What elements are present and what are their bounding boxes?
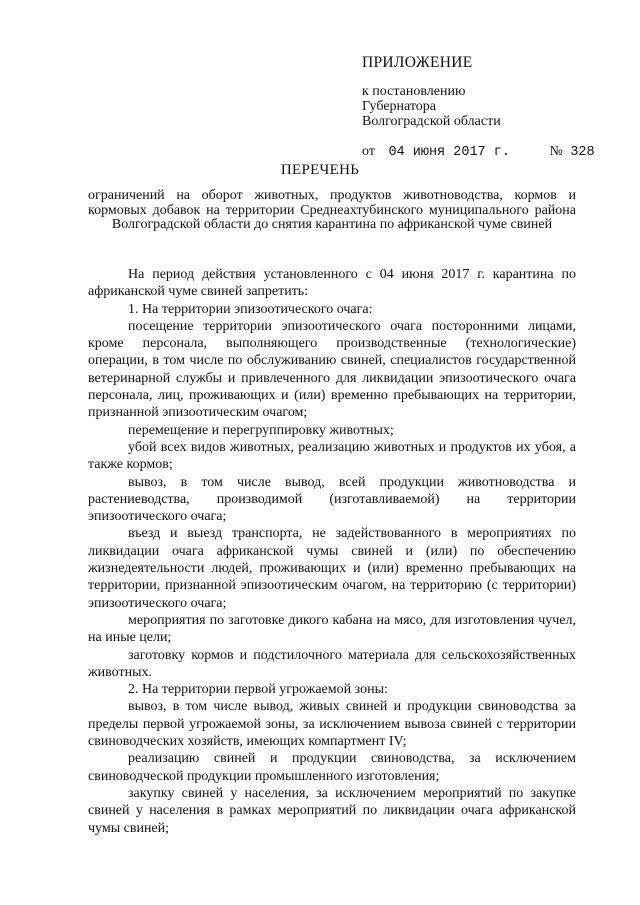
decree-date: 04 июня 2017 г. <box>388 145 510 160</box>
paragraph: убой всех видов животных, реализацию животных и продуктов их убоя, а также кормов; <box>88 439 576 473</box>
decree-line <box>362 144 622 161</box>
paragraph: вывоз, в том числе вывод, всей продукции животноводства и растениеводства, производимой (изготавливаемой) на территории эпизоотического очага; <box>88 474 576 525</box>
decree-from-label: от <box>362 144 375 159</box>
paragraph: реализацию свиней и продукции свиноводства, за исключением свиноводческой продукции промышленного изготовления; <box>88 751 576 784</box>
paragraph: заготовку кормов и подстилочного материала для сельскохозяйственных животных. <box>88 647 576 680</box>
paragraph: въезд и выезд транспорта, не задействованного в мероприятиях по ликвидации очага африканской чумы свиней и (или) по обеспечению жизнедеятельности людей, проживающих и (или) временно пребывающих на территории, признанной эпизоотическим очагом, на территорию (с территории) эпизоотического очага; <box>88 526 576 611</box>
appendix-line-2: Губернатора <box>362 99 437 114</box>
decree-number: 328 <box>570 145 595 160</box>
paragraph: вывоз, в том числе вывод, живых свиней и продукции свиноводства за пределы первой угрожаемой зоны, за исключением вывоза свиней с территории свиноводческих хозяйств, имеющих компартмент IV; <box>88 699 576 750</box>
appendix-header <box>362 54 622 161</box>
document-title: ПЕРЕЧЕНЬ <box>280 162 360 178</box>
appendix-title: ПРИЛОЖЕНИЕ <box>362 54 473 71</box>
paragraph: На период действия установленного с 04 июня 2017 г. карантина по африканской чуме свиней запретить: <box>88 267 576 300</box>
paragraph: 1. На территории эпизоотического очага: <box>128 301 373 317</box>
appendix-line-1: к постановлению <box>362 84 466 99</box>
document-subtitle: ограничений на оборот животных, продуктов животноводства, кормов и кормовых добавок на территории Среднеахтубинского муниципального района Волгоградской области до снятия карантина по африканской чуме свиней <box>88 188 576 232</box>
decree-number-sign: № <box>549 144 563 159</box>
appendix-line-3: Волгоградской области <box>362 114 501 129</box>
paragraph: перемещение и перегруппировку животных; <box>128 422 394 438</box>
document-body <box>88 266 576 837</box>
paragraph: 2. На территории первой угрожаемой зоны: <box>128 682 388 698</box>
paragraph: посещение территории эпизоотического очага посторонними лицами, кроме персонала, выполняющего производственные (технологические) операции, в том числе по обслуживанию свиней, специалистов государственной ветеринарной службы и привлеченного для ликвидации эпизоотического очага персонала, лиц, проживающих и (или) временно пребывающих на территории, признанной эпизоотическим очагом; <box>88 318 576 421</box>
paragraph: закупку свиней у населения, за исключением мероприятий по закупке свиней у населения в рамках мероприятий по ликвидации очага африканской чумы свиней; <box>88 785 576 836</box>
paragraph: мероприятия по заготовке дикого кабана на мясо, для изготовления чучел, на иные цели; <box>88 612 576 646</box>
